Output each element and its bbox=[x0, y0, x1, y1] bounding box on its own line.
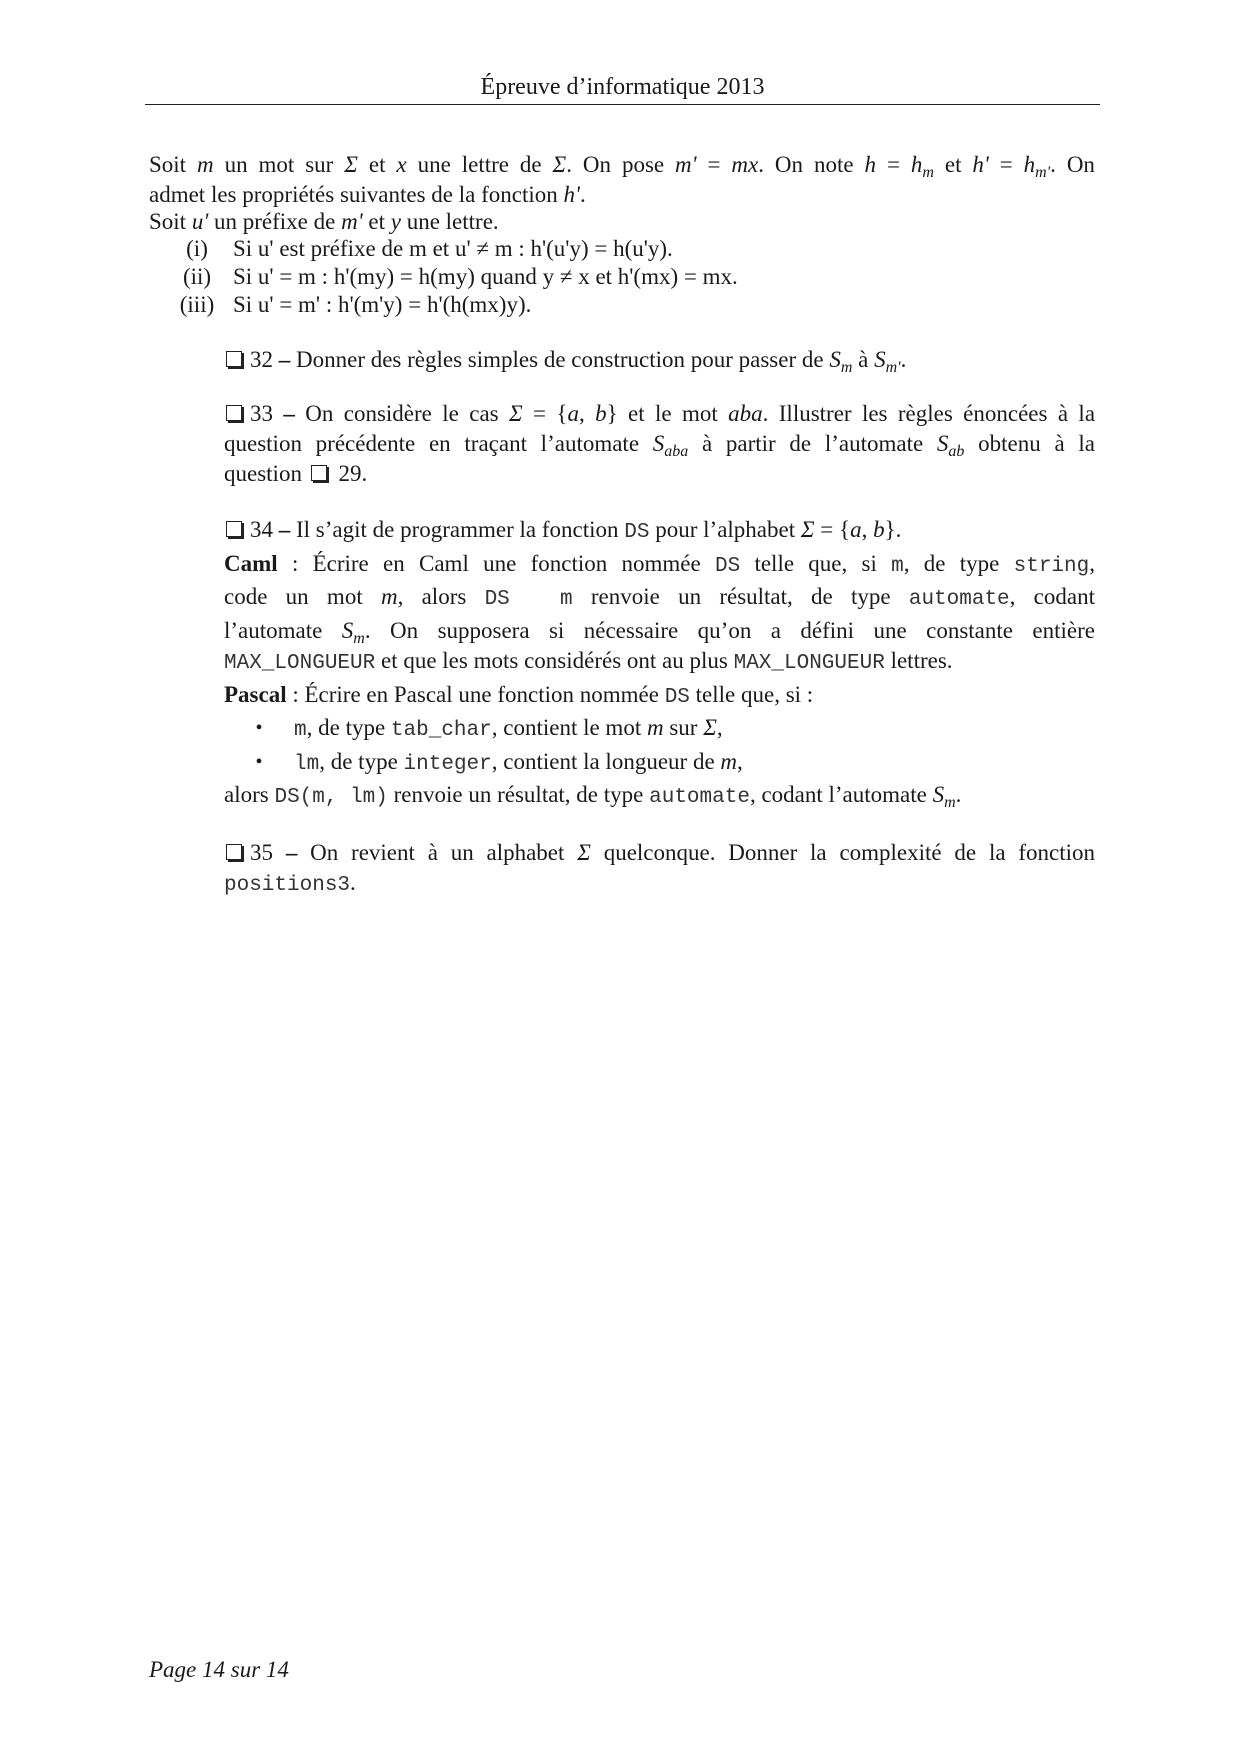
caml-line-1: Caml : Écrire en Caml une fonction nommée DS telle que, si m, de type string, bbox=[224, 550, 1095, 578]
question-33-line-1: 33 – On considère le cas Σ = {a, b} et le mot aba. Illustrer les règles énoncées à la bbox=[224, 399, 1095, 429]
property-item bbox=[149, 291, 1095, 319]
question-35-line-1: 35 – On revient à un alphabet Σ quelconque. Donner la complexité de la fonction bbox=[224, 838, 1095, 868]
list-item: • m, de type tab_char, contient le mot m sur Σ, bbox=[224, 713, 1095, 747]
question-33 bbox=[224, 399, 1095, 489]
property-text: Si u' = m' : h'(m'y) = h'(h(mx)y). bbox=[233, 292, 532, 317]
checkbox-icon bbox=[226, 521, 242, 537]
question-33-line-2: question précédente en traçant l’automate $S_{aba}$ à partir de l’automate $S_{ab}$ obtenu à la bbox=[224, 431, 1095, 460]
pascal-bullets bbox=[224, 713, 1095, 780]
page-header: Épreuve d’informatique 2013 bbox=[480, 74, 765, 100]
page-body bbox=[149, 148, 1095, 901]
property-item bbox=[149, 235, 1095, 263]
page-footer: Page 14 sur 14 bbox=[149, 1657, 289, 1682]
caml-line-3: l’automate $S_m$. On supposera si nécessaire qu’on a défini une constante entière bbox=[224, 617, 1095, 647]
checkbox-icon bbox=[311, 465, 327, 481]
property-item bbox=[149, 263, 1095, 291]
bullet-icon: • bbox=[255, 717, 263, 739]
property-text: Si u' est préfixe de m et u' ≠ m : h'(u'y) = h(u'y). bbox=[233, 236, 673, 261]
header-rule bbox=[145, 104, 1100, 105]
question-35 bbox=[224, 838, 1095, 901]
property-number: (iii) bbox=[179, 292, 215, 317]
question-34 bbox=[224, 515, 1095, 814]
pascal-line-1: Pascal : Écrire en Pascal une fonction nommée DS telle que, si : bbox=[224, 681, 814, 709]
caml-line-4: MAX_LONGUEUR et que les mots considérés ont au plus MAX_LONGUEUR lettres. bbox=[224, 648, 953, 675]
property-text: Si u' = m : h'(my) = h(my) quand y ≠ x et h'(mx) = mx. bbox=[233, 264, 738, 289]
checkbox-icon bbox=[226, 405, 242, 421]
question-35-line-2: positions3. bbox=[224, 869, 356, 897]
intro-line-2: admet les propriétés suivantes de la fonction h'. bbox=[149, 182, 586, 207]
question-33-line-3: question 29. bbox=[224, 461, 368, 486]
question-32-text: 32 – Donner des règles simples de construction pour passer de $S_m$ à $S_{m'}$. bbox=[224, 345, 1095, 375]
properties-list bbox=[149, 235, 1095, 319]
property-number: (i) bbox=[186, 236, 208, 261]
question-32 bbox=[224, 345, 1095, 375]
caml-line-2: code un mot m, alors DS m renvoie un résultat, de type automate, codant bbox=[224, 584, 1095, 611]
intro-line-3: Soit u' un préfixe de m' et y une lettre. bbox=[149, 209, 499, 234]
pascal-last-line: alors DS(m, lm) renvoie un résultat, de type automate, codant l’automate $S_m$. bbox=[224, 782, 962, 811]
intro-line-1: Soit m un mot sur Σ et x une lettre de Σ. On pose m' = mx. On note $h = h_m$ et $h' = h_{m'}$. On bbox=[149, 152, 1095, 181]
property-number: (ii) bbox=[182, 264, 212, 289]
checkbox-icon bbox=[226, 844, 242, 860]
question-34-line-1: 34 – Il s’agit de programmer la fonction DS pour l’alphabet Σ = {a, b}. bbox=[224, 515, 1095, 549]
checkbox-icon bbox=[226, 351, 242, 367]
list-item: • lm, de type integer, contient la longueur de m, bbox=[224, 747, 1095, 781]
bullet-icon: • bbox=[255, 750, 263, 773]
